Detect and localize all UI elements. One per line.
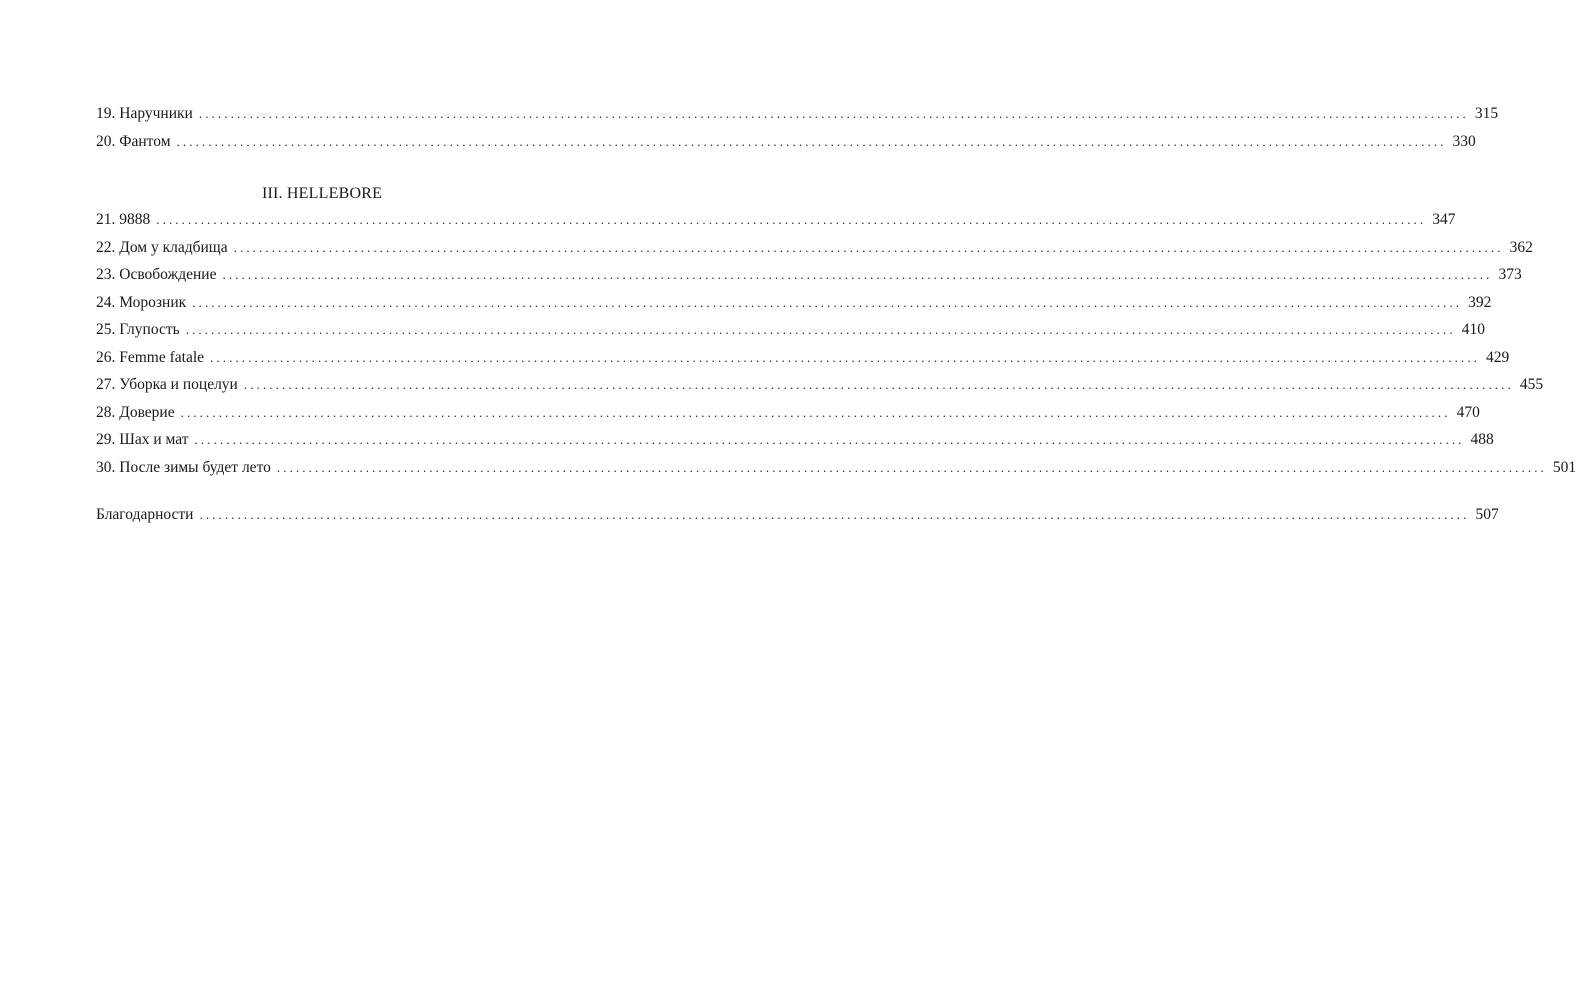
toc-entry-page-number: 429 <box>1486 348 1510 366</box>
toc-entry-page-number: 507 <box>1475 506 1499 523</box>
part-heading: III. HELLEBORE <box>261 185 383 202</box>
dot-leader: ........................................................................................................................................................................................................ <box>233 239 1504 255</box>
toc-entry-acknowledgements[interactable] <box>96 501 1499 529</box>
dot-leader: ........................................................................................................................................................................................................ <box>192 294 1463 310</box>
dot-leader: ........................................................................................................................................................................................................ <box>222 267 1493 282</box>
toc-entry-title: 26. Femme fatale <box>96 348 205 366</box>
toc-entry-chapter-21[interactable] <box>96 206 1456 234</box>
toc-entry-chapter-22[interactable] <box>96 234 1533 262</box>
toc-entry-page-number: 330 <box>1452 132 1476 150</box>
toc-entry-title: 19. Наручники <box>96 105 193 122</box>
toc-entry-page-number: 501 <box>1552 458 1576 476</box>
toc-entry-title: Благодарности <box>96 506 194 523</box>
toc-entry-title: 25. Глупость <box>96 321 180 338</box>
toc-entry-page-number: 488 <box>1470 431 1494 448</box>
toc-entry-chapter-24[interactable] <box>96 289 1492 317</box>
toc-entry-chapter-26[interactable] <box>96 344 1510 372</box>
toc-entry-title: 20. Фантом <box>96 132 171 150</box>
toc-entry-page-number: 362 <box>1509 238 1533 256</box>
toc-entry-chapter-28[interactable] <box>96 399 1480 427</box>
toc-entry-chapter-20[interactable] <box>96 128 1476 156</box>
dot-leader: ........................................................................................................................................................................................................ <box>176 133 1447 149</box>
toc-entry-chapter-30[interactable] <box>96 454 1576 482</box>
toc-entry-chapter-23[interactable] <box>96 261 1522 289</box>
table-of-contents <box>96 100 1576 529</box>
toc-entry-title: 21. 9888 <box>96 211 151 228</box>
toc-entry-title: 22. Дом у кладбища <box>96 238 228 256</box>
toc-entry-chapter-19[interactable] <box>96 100 1499 128</box>
dot-leader: ........................................................................................................................................................................................................ <box>243 377 1514 392</box>
dot-leader: ........................................................................................................................................................................................................ <box>180 404 1451 420</box>
dot-leader: ........................................................................................................................................................................................................ <box>194 432 1465 447</box>
toc-entry-title: 24. Морозник <box>96 293 187 311</box>
dot-leader: ........................................................................................................................................................................................................ <box>198 106 1469 121</box>
toc-entry-page-number: 315 <box>1474 105 1499 122</box>
toc-entry-title: 23. Освобождение <box>96 266 217 283</box>
dot-leader: ........................................................................................................................................................................................................ <box>185 322 1456 337</box>
toc-entry-title: 29. Шах и мат <box>96 431 189 448</box>
toc-entry-title: 30. После зимы будет лето <box>96 458 271 476</box>
toc-entry-page-number: 392 <box>1468 293 1492 311</box>
toc-entry-page-number: 455 <box>1519 376 1544 393</box>
toc-entry-chapter-29[interactable] <box>96 426 1494 454</box>
toc-entry-chapter-25[interactable] <box>96 316 1485 344</box>
toc-entry-page-number: 373 <box>1498 266 1522 283</box>
dot-leader: ........................................................................................................................................................................................................ <box>276 459 1547 475</box>
toc-entry-page-number: 347 <box>1432 211 1456 228</box>
dot-leader: ........................................................................................................................................................................................................ <box>210 349 1481 365</box>
dot-leader: ........................................................................................................................................................................................................ <box>156 212 1427 227</box>
toc-entry-chapter-27[interactable] <box>96 371 1544 399</box>
toc-entry-page-number: 470 <box>1456 403 1480 421</box>
toc-entry-title: 27. Уборка и поцелуи <box>96 376 238 393</box>
dot-leader: ........................................................................................................................................................................................................ <box>199 507 1470 522</box>
toc-entry-title: 28. Доверие <box>96 403 175 421</box>
toc-entry-page-number: 410 <box>1461 321 1485 338</box>
